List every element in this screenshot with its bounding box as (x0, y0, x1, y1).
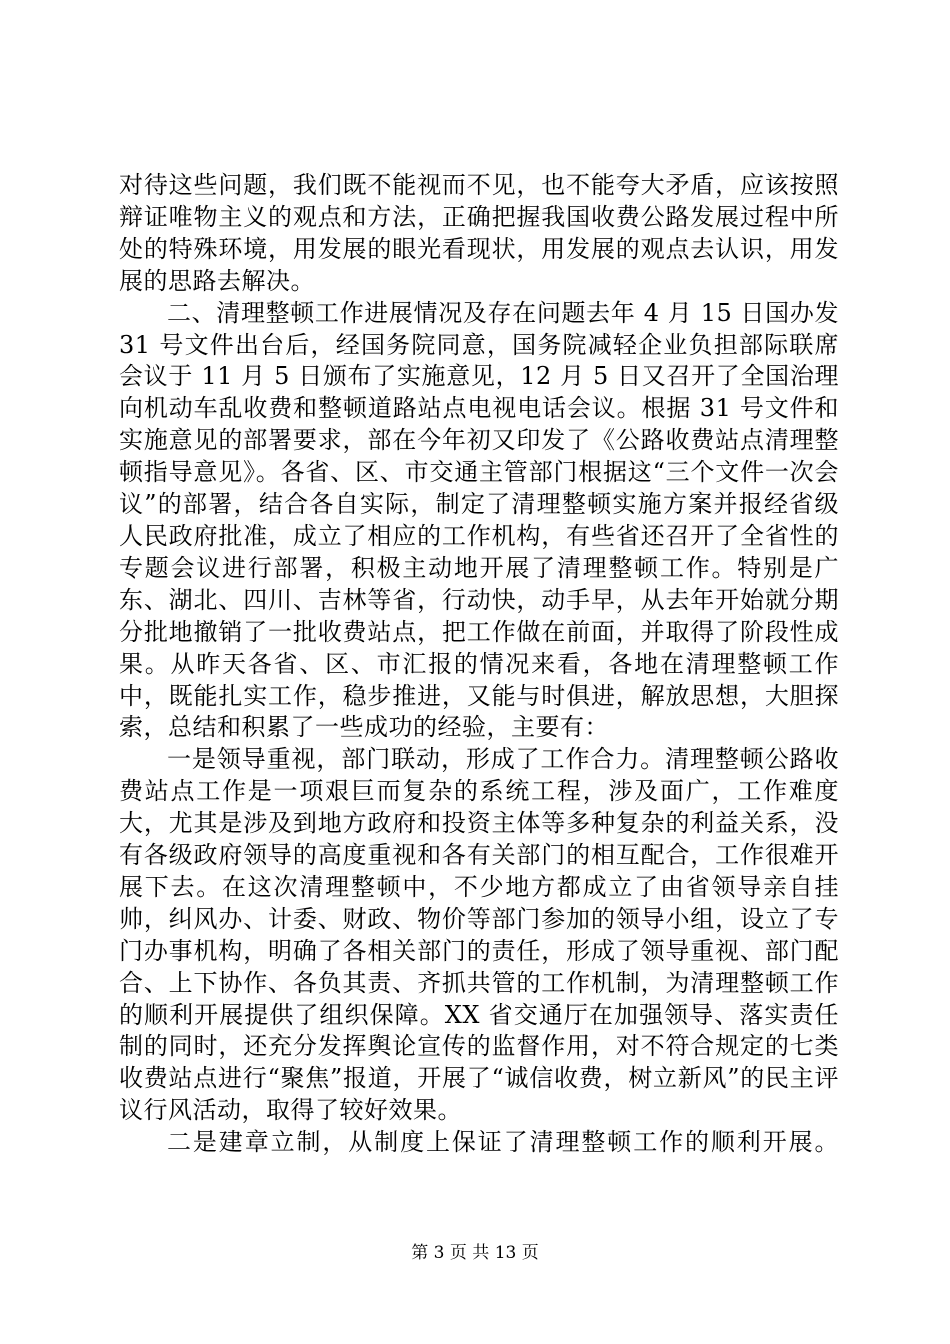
paragraph-2: 二、清理整顿工作进展情况及存在问题去年 4 月 15 日国办发 31 号文件出台后，经国务院同意，国务院减轻企业负担部际联席会议于 11 月 5 日颁布了实施意见，12 月 5 日又召开了全国治理向机动车乱收费和整顿道路站点电视电话会议。根据 31 号文件和实施意见的部署要求，部在今年初又印发了《公路收费站点清理整顿指导意见》。各省、区、市交通主管部门根据这“三个文件一次会议”的部署，结合各自实际，制定了清理整顿实施方案并报经省级人民政府批准，成立了相应的工作机构，有些省还召开了全省性的专题会议进行部署，积极主动地开展了清理整顿工作。特别是广东、湖北、四川、吉林等省，行动快，动手早，从去年开始就分期分批地撤销了一批收费站点，把工作做在前面，并取得了阶段性成果。从昨天各省、区、市汇报的情况来看，各地在清理整顿工作中，既能扎实工作，稳步推进，又能与时俱进，解放思想，大胆探索，总结和积累了一些成功的经验，主要有： (119, 298, 839, 742)
page-footer: 第 3 页 共 13 页 (411, 1243, 539, 1263)
paragraph-1: 对待这些问题，我们既不能视而不见，也不能夸大矛盾，应该按照辩证唯物主义的观点和方法，正确把握我国收费公路发展过程中所处的特殊环境，用发展的眼光看现状，用发展的观点去认识，用发展的思路去解决。 (119, 171, 839, 295)
paragraph-4: 二是建章立制，从制度上保证了清理整顿工作的顺利开展。 (167, 1128, 839, 1157)
body-text (119, 170, 839, 1159)
paragraph-3: 一是领导重视，部门联动，形成了工作合力。清理整顿公路收费站点工作是一项艰巨而复杂的系统工程，涉及面广，工作难度大，尤其是涉及到地方政府和投资主体等多种复杂的利益关系，没有各级政府领导的高度重视和各有关部门的相互配合，工作很难开展下去。在这次清理整顿中，不少地方都成立了由省领导亲自挂帅，纠风办、计委、财政、物价等部门参加的领导小组，设立了专门办事机构，明确了各相关部门的责任，形成了领导重视、部门配合、上下协作、各负其责、齐抓共管的工作机制，为清理整顿工作的顺利开展提供了组织保障。XX 省交通厅在加强领导、落实责任制的同时，还充分发挥舆论宣传的监督作用，对不符合规定的七类收费站点进行“聚焦”报道，开展了“诚信收费，树立新风”的民主评议行风活动，取得了较好效果。 (119, 745, 839, 1125)
